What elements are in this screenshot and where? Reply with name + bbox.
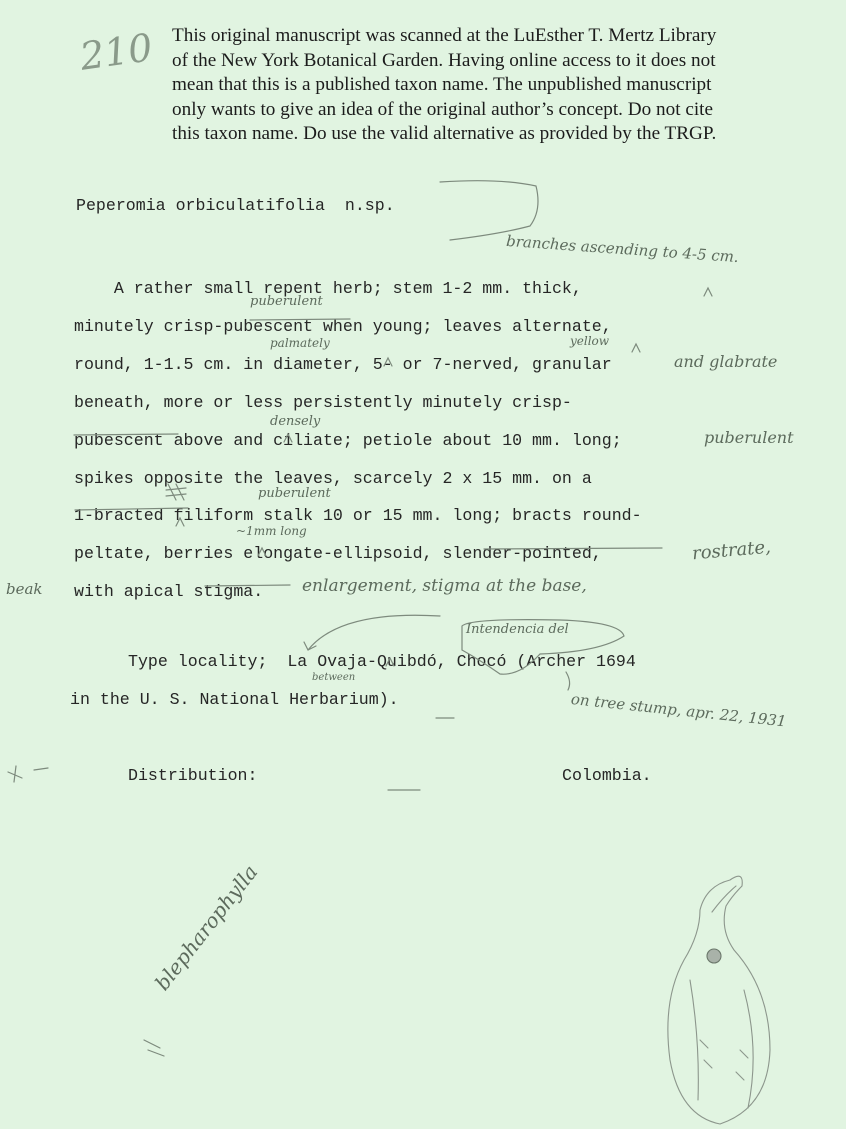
handwritten-rostrate: rostrate,: [691, 536, 772, 565]
berry-beak-line: [712, 886, 736, 912]
handwritten-puberulent: puberulent: [250, 294, 323, 309]
berry-inner-line: [744, 990, 753, 1108]
handwritten-enlargement: enlargement, stigma at the base,: [302, 576, 587, 596]
arrow-mark: [308, 615, 440, 650]
pencil-mark: [144, 1040, 164, 1056]
notice-line: of the New York Botanical Garden. Having online access to it does not: [172, 49, 716, 71]
handwritten-yellow: yellow: [570, 334, 610, 348]
handwritten-intendencia: Intendencia del: [466, 622, 569, 637]
handwritten-puberulent: puberulent: [258, 486, 331, 501]
library-notice: [172, 24, 802, 147]
handwritten-densely: densely: [270, 414, 321, 429]
distribution-value: Colombia.: [562, 766, 652, 785]
handwritten-between: between: [312, 672, 356, 683]
description-line: peltate, berries elongate-ellipsoid, slender-pointed,: [74, 544, 602, 564]
description-line: round, 1-1.5 cm. in diameter, 5- or 7-nerved, granular: [74, 354, 612, 374]
description-line: pubescent above and ciliate; petiole about 10 mm. long;: [74, 430, 622, 450]
description-line: spikes opposite the leaves, scarcely 2 x 15 mm. on a: [74, 468, 592, 488]
berry-outline: [668, 876, 770, 1124]
berry-sketch: [668, 876, 770, 1124]
type-locality: Type locality; La Ovaja-Quibdó, Chocó (Archer 1694: [128, 652, 636, 671]
folio-number: 210: [77, 25, 156, 79]
description-line: with apical stigma.: [74, 582, 264, 602]
notice-line: mean that this is a published taxon name. The unpublished manuscript: [172, 74, 712, 95]
description-line: beneath, more or less persistently minutely crisp-: [74, 392, 572, 412]
species-description: [74, 270, 642, 611]
notice-line: this taxon name. Do use the valid alternative as provided by the TRGP.: [172, 123, 717, 144]
berry-shading: [700, 1040, 748, 1080]
handwritten-blepharophylla: blepharophylla: [150, 860, 263, 995]
description-line: minutely crisp-pubescent when young; leaves alternate,: [74, 316, 612, 336]
title-bracket-mark: [440, 181, 538, 240]
handwritten-and-glabrate: and glabrate: [674, 352, 778, 371]
notice-line: only wants to give an idea of the original author’s concept. Do not cite: [172, 98, 714, 120]
notice-line: This original manuscript was scanned at the LuEsther T. Mertz Library: [172, 25, 717, 46]
handwritten-mm-long: ~1mm long: [236, 524, 307, 538]
description-line: A rather small repent herb; stem 1-2 mm. thick,: [74, 279, 582, 298]
caret-mark: [704, 288, 712, 296]
handwritten-branches: branches ascending to 4-5 cm.: [505, 231, 740, 267]
handwritten-beak: beak: [6, 580, 43, 598]
pencil-mark: [566, 672, 570, 690]
herbarium-line: in the U. S. National Herbarium).: [70, 690, 399, 709]
handwritten-puberulent: puberulent: [704, 428, 794, 447]
pencil-mark: [8, 766, 22, 782]
description-line: 1-bracted filiform stalk 10 or 15 mm. long; bracts round-: [74, 506, 642, 526]
handwritten-on-tree-stump: on tree stump, apr. 22, 1931: [570, 690, 788, 731]
handwritten-palmately: palmately: [270, 336, 330, 350]
berry-stigma: [707, 949, 721, 963]
arrow-mark: [304, 642, 316, 650]
pencil-mark: [34, 768, 48, 770]
species-title: Peperomia orbiculatifolia n.sp.: [76, 196, 395, 215]
berry-inner-line: [690, 980, 698, 1100]
distribution-label: Distribution:: [128, 766, 258, 785]
